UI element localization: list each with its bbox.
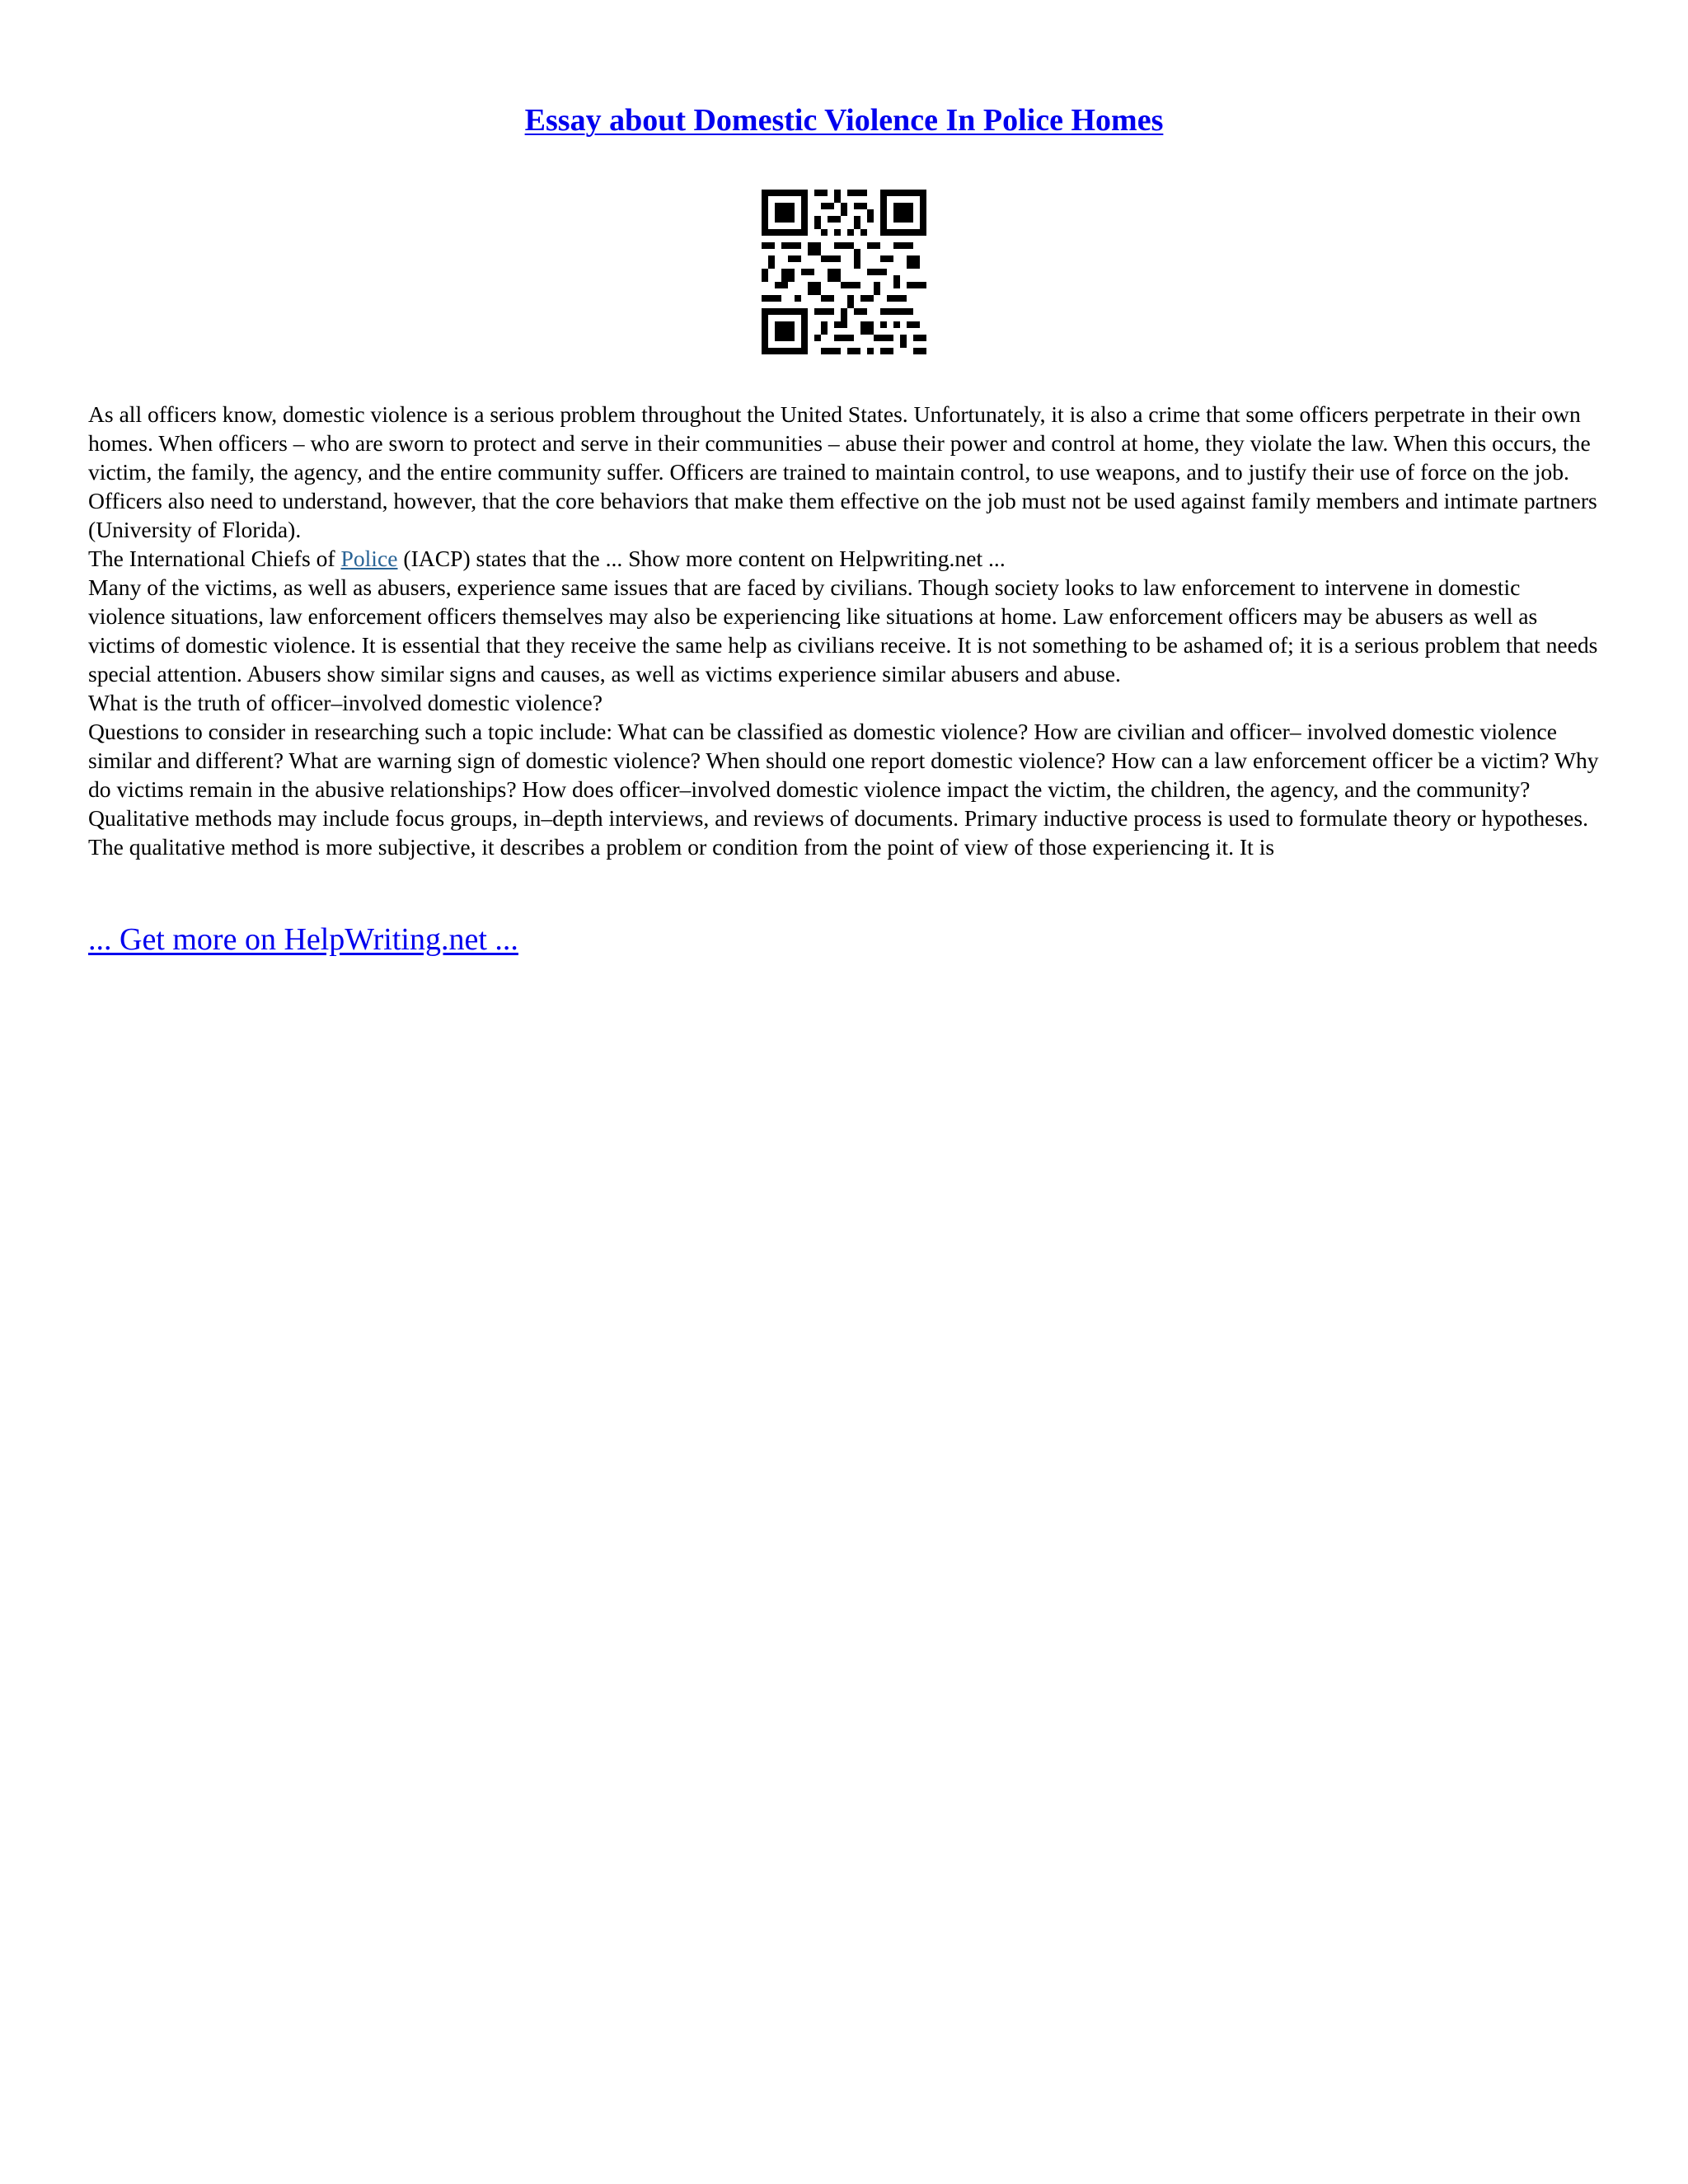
paragraph-intro: As all officers know, domestic violence is a serious problem throughout the United States. Unfortunately, it is also a crime that some officers perpetrate in their own homes. When officers – who are sworn to protect and serve in their communities – abuse their power and control at home, they violate the law. When this occurs, the victim, the family, the agency, and the entire community suffer. Officers are trained to maintain control, to use weapons, and to justify their use of force on the job. Officers also need to understand, however, that the core behaviors that make them effective on the job must not be used against family members and intimate partners (University of Florida). — [88, 401, 1597, 542]
paragraph-iacp-end: (IACP) states that the ... Show more content on Helpwriting.net ... — [397, 546, 1006, 571]
paragraph-research-questions: Questions to consider in researching such a topic include: What can be classified as domestic violence? How are civilian and officer– involved domestic violence similar and different? What are warning sign of domestic violence? When should one report domestic violence? How can a law enforcement officer be a victim? Why do victims remain in the abusive relationships? How does officer–involved domestic violence impact the victim, the children, the agency, and the community? — [88, 719, 1599, 802]
paragraph-qualitative: Qualitative methods may include focus groups, in–depth interviews, and reviews of documents. Primary inductive process is used to formulate theory or hypotheses. The qualitative method is more subjective, it describes a problem or condition from the point of view of those experiencing it. It is — [88, 805, 1589, 860]
police-link[interactable]: Police — [340, 546, 398, 571]
qr-code-icon — [762, 190, 926, 354]
paragraph-iacp-start: The International Chiefs of — [88, 546, 341, 571]
paragraph-question: What is the truth of officer–involved domestic violence? — [88, 690, 603, 715]
essay-body — [88, 400, 1600, 861]
paragraph-victims: Many of the victims, as well as abusers, experience same issues that are faced by civilians. Though society looks to law enforcement to intervene in domestic violence situations, law enforcement officers themselves may also be experiencing like situations at home. Law enforcement officers may be abusers as well as victims of domestic violence. It is essential that they receive the same help as civilians receive. It is not something to be ashamed of; it is a serious problem that needs special attention. Abusers show similar signs and causes, as well as victims experience similar abusers and abuse. — [88, 574, 1598, 687]
paragraph-iacp — [88, 544, 1600, 573]
title-container — [88, 102, 1600, 138]
document-title-link[interactable]: Essay about Domestic Violence In Police Homes — [524, 103, 1164, 138]
get-more-link[interactable]: ... Get more on HelpWriting.net ... — [88, 922, 518, 957]
